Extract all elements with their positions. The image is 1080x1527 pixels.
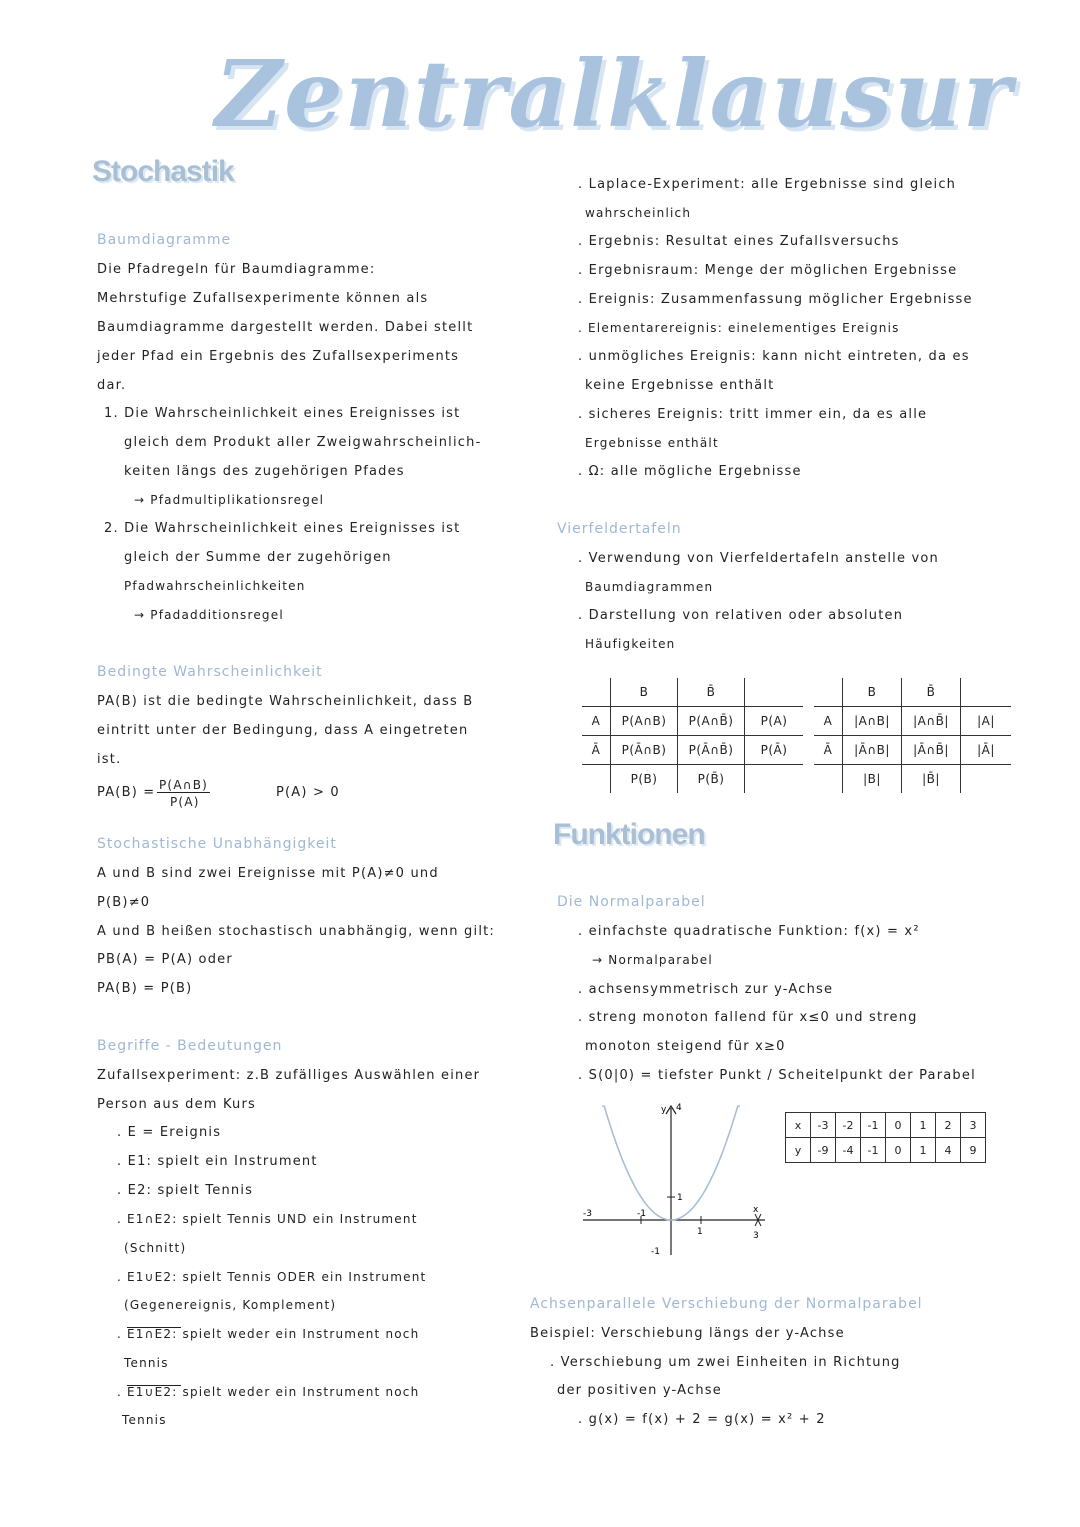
pfadadditionsregel: → Pfadadditionsregel (134, 608, 284, 622)
unab-line: A und B heißen stochastisch unabhängig, wenn gilt: (97, 924, 496, 939)
vf2-cell: Ā (823, 743, 833, 757)
heading-baumdiagramme: Baumdiagramme (97, 232, 232, 248)
wt-x: -2 (836, 1113, 861, 1138)
wt-x: 0 (886, 1113, 911, 1138)
begriffe-item: . E1: spielt ein Instrument (117, 1154, 318, 1169)
graph-label-yneg: -1 (651, 1247, 660, 1257)
begriffe-item: . E1∩E2: spielt Tennis UND ein Instrument (117, 1212, 418, 1226)
formula-denominator: P(A) (170, 795, 200, 809)
vf2-cell: |B| (843, 765, 902, 794)
formula-numerator: P(A∩B) (159, 778, 209, 792)
vierfeld-line: . Darstellung von relativen oder absoluten (578, 608, 904, 623)
vf1-cell: A (591, 714, 601, 728)
normal-line: . streng monoton fallend für x≤0 und streng (578, 1010, 918, 1025)
baum-line: dar. (97, 378, 127, 393)
verschiebung-line: . Verschiebung um zwei Einheiten in Richtung (550, 1355, 901, 1370)
vierfeld-line: Baumdiagrammen (585, 580, 714, 594)
formula-condition: P(A) > 0 (276, 785, 340, 800)
wt-label-y: y (786, 1138, 811, 1163)
vf2-cell: |A| (961, 707, 1012, 736)
heading-normalparabel: Die Normalparabel (557, 894, 706, 910)
begriffe-line: Person aus dem Kurs (97, 1097, 257, 1112)
normal-line: . achsensymmetrisch zur y-Achse (578, 982, 834, 997)
vf2-cell (961, 765, 1012, 794)
graph-label-ytop: 4 (676, 1103, 682, 1113)
page-title: Zentralklausur (215, 40, 1014, 148)
vf2-cell (961, 678, 1012, 707)
graph-label-x: x (753, 1205, 759, 1215)
vf2-cell (814, 765, 843, 794)
verschiebung-line: Beispiel: Verschiebung längs der y-Achse (530, 1326, 845, 1341)
baum-line: jeder Pfad ein Ergebnis des Zufallsexperiments (97, 349, 460, 364)
graph-label-x3: 3 (753, 1231, 759, 1241)
wt-y: 9 (961, 1138, 986, 1163)
verschiebung-line: der positiven y-Achse (557, 1383, 722, 1398)
begriffe-item: (Gegenereignis, Komplement) (124, 1298, 337, 1312)
vf1-cell: P(A∩B̄) (678, 707, 745, 736)
baum-line: Baumdiagramme dargestellt werden. Dabei stellt (97, 320, 474, 335)
pfadmultiplikationsregel: → Pfadmultiplikationsregel (134, 493, 325, 507)
vf1-cell: P(A) (745, 707, 804, 736)
section-title-stochastik: Stochastik (92, 155, 234, 188)
normalparabel-graph (575, 1100, 775, 1260)
begriffe-item: Tennis (122, 1413, 167, 1427)
vf1-cell: P(Ā∩B̄) (678, 736, 745, 765)
baum-line: Mehrstufige Zufallsexperimente können als (97, 291, 429, 306)
overline (127, 1385, 181, 1386)
vf2-cell: |A∩B̄| (902, 707, 961, 736)
vf1-cell: B (611, 678, 678, 707)
vierfeld-line: . Verwendung von Vierfeldertafeln anstelle von (578, 551, 939, 566)
heading-bedingte-wahrscheinlichkeit: Bedingte Wahrscheinlichkeit (97, 664, 323, 680)
wt-x: 3 (961, 1113, 986, 1138)
wt-x: 2 (936, 1113, 961, 1138)
formula-lhs: PA(B) = (97, 785, 156, 800)
def-line: . Elementarereignis: einelementiges Ereignis (578, 321, 900, 335)
vf1-cell (582, 765, 611, 794)
vf1-cell (745, 765, 804, 794)
graph-label-y: y (661, 1105, 667, 1115)
begriffe-line: Zufallsexperiment: z.B zufälliges Auswählen einer (97, 1068, 481, 1083)
vf1-cell: Ā (591, 743, 601, 757)
vf1-cell: P(B) (611, 765, 678, 794)
graph-label-x1: 1 (697, 1227, 703, 1237)
def-line: . Ω: alle mögliche Ergebnisse (578, 464, 802, 479)
wt-label-x: x (786, 1113, 811, 1138)
wertetabelle (785, 1112, 986, 1163)
begriffe-item: . E2: spielt Tennis (117, 1183, 254, 1198)
heading-begriffe: Begriffe - Bedeutungen (97, 1038, 283, 1054)
graph-label-xneg3: -3 (583, 1209, 592, 1219)
def-line: . Ereignis: Zusammenfassung möglicher Ergebnisse (578, 292, 973, 307)
vf1-cell: P(Ā) (745, 736, 804, 765)
unab-line: PB(A) = P(A) oder (97, 952, 233, 967)
unab-line: PA(B) = P(B) (97, 981, 193, 996)
wt-y: -9 (811, 1138, 836, 1163)
def-line: . Ergebnis: Resultat eines Zufallsversuchs (578, 234, 900, 249)
def-line: keine Ergebnisse enthält (585, 378, 775, 393)
vf1-cell: P(A∩B) (611, 707, 678, 736)
normal-line: . einfachste quadratische Funktion: f(x) = x² (578, 924, 920, 939)
begriffe-item: (Schnitt) (124, 1241, 187, 1255)
vierfeld-line: Häufigkeiten (585, 637, 676, 651)
def-line: . Ergebnisraum: Menge der möglichen Ergebnisse (578, 263, 958, 278)
def-line: . sicheres Ereignis: tritt immer ein, da es alle (578, 407, 928, 422)
bedingt-line: eintritt unter der Bedingung, dass A eingetreten (97, 723, 469, 738)
begriffe-item: . E1∪E2: spielt Tennis ODER ein Instrument (117, 1270, 427, 1284)
vierfeldertafel-absolut (814, 678, 1011, 793)
begriffe-item: . E1∪E2: spielt weder ein Instrument noch (117, 1385, 420, 1399)
wt-y: 4 (936, 1138, 961, 1163)
unab-line: A und B sind zwei Ereignisse mit P(A)≠0 und (97, 866, 439, 881)
vf2-cell: |A∩B| (843, 707, 902, 736)
wt-y: 1 (911, 1138, 936, 1163)
def-line: . Laplace-Experiment: alle Ergebnisse sind gleich (578, 177, 957, 192)
baum-line: gleich dem Produkt aller Zweigwahrscheinlich- (124, 435, 482, 450)
vf2-cell: |Ā| (961, 736, 1012, 765)
vf1-cell (745, 678, 804, 707)
vf1-cell: P(Ā∩B) (611, 736, 678, 765)
baum-line: Pfadwahrscheinlichkeiten (124, 579, 306, 593)
bedingt-line: PA(B) ist die bedingte Wahrscheinlichkeit, dass B (97, 694, 474, 709)
baum-line: gleich der Summe der zugehörigen (124, 550, 392, 565)
section-title-funktionen: Funktionen (553, 818, 705, 851)
def-line: . unmögliches Ereignis: kann nicht eintreten, da es (578, 349, 970, 364)
begriffe-item: Tennis (124, 1356, 169, 1370)
baum-rule-1: 1. Die Wahrscheinlichkeit eines Ereignisses ist (104, 406, 461, 421)
wt-x: 1 (911, 1113, 936, 1138)
baum-rule-2: 2. Die Wahrscheinlichkeit eines Ereignisses ist (104, 521, 461, 536)
vf1-cell: B̄ (678, 678, 745, 707)
wt-x: -1 (861, 1113, 886, 1138)
vf2-cell: A (823, 714, 833, 728)
verschiebung-line: . g(x) = f(x) + 2 = g(x) = x² + 2 (578, 1412, 826, 1427)
graph-label-y1: 1 (677, 1193, 683, 1203)
unab-line: P(B)≠0 (97, 895, 151, 910)
vf1-cell: P(B̄) (678, 765, 745, 794)
normal-line: . S(0|0) = tiefster Punkt / Scheitelpunkt der Parabel (578, 1068, 976, 1083)
vierfeldertafel-relativ (582, 678, 803, 793)
bedingt-line: ist. (97, 752, 122, 767)
def-line: wahrscheinlich (585, 206, 692, 220)
vf2-cell: |B̄| (902, 765, 961, 794)
graph-label-xneg1: -1 (637, 1209, 646, 1219)
normal-line: → Normalparabel (592, 953, 713, 967)
vf2-cell: |Ā∩B| (843, 736, 902, 765)
vf2-cell: B (843, 678, 902, 707)
baum-line: Die Pfadregeln für Baumdiagramme: (97, 262, 376, 277)
wt-y: -1 (861, 1138, 886, 1163)
begriffe-item: . E = Ereignis (117, 1125, 222, 1140)
vf2-cell: |Ā∩B̄| (902, 736, 961, 765)
heading-stochastische-unabhaengigkeit: Stochastische Unabhängigkeit (97, 836, 337, 852)
wt-x: -3 (811, 1113, 836, 1138)
baum-line: keiten längs des zugehörigen Pfades (124, 464, 405, 479)
heading-vierfeldertafeln: Vierfeldertafeln (557, 521, 682, 537)
begriffe-item: . E1∩E2: spielt weder ein Instrument noch (117, 1327, 420, 1341)
def-line: Ergebnisse enthält (585, 436, 719, 450)
vf2-cell: B̄ (902, 678, 961, 707)
vf2-cell (814, 678, 843, 707)
overline (127, 1327, 181, 1328)
vf1-cell (582, 678, 611, 707)
wt-y: -4 (836, 1138, 861, 1163)
heading-verschiebung: Achsenparallele Verschiebung der Normalparabel (530, 1296, 923, 1312)
wt-y: 0 (886, 1138, 911, 1163)
normal-line: monoton steigend für x≥0 (585, 1039, 786, 1054)
